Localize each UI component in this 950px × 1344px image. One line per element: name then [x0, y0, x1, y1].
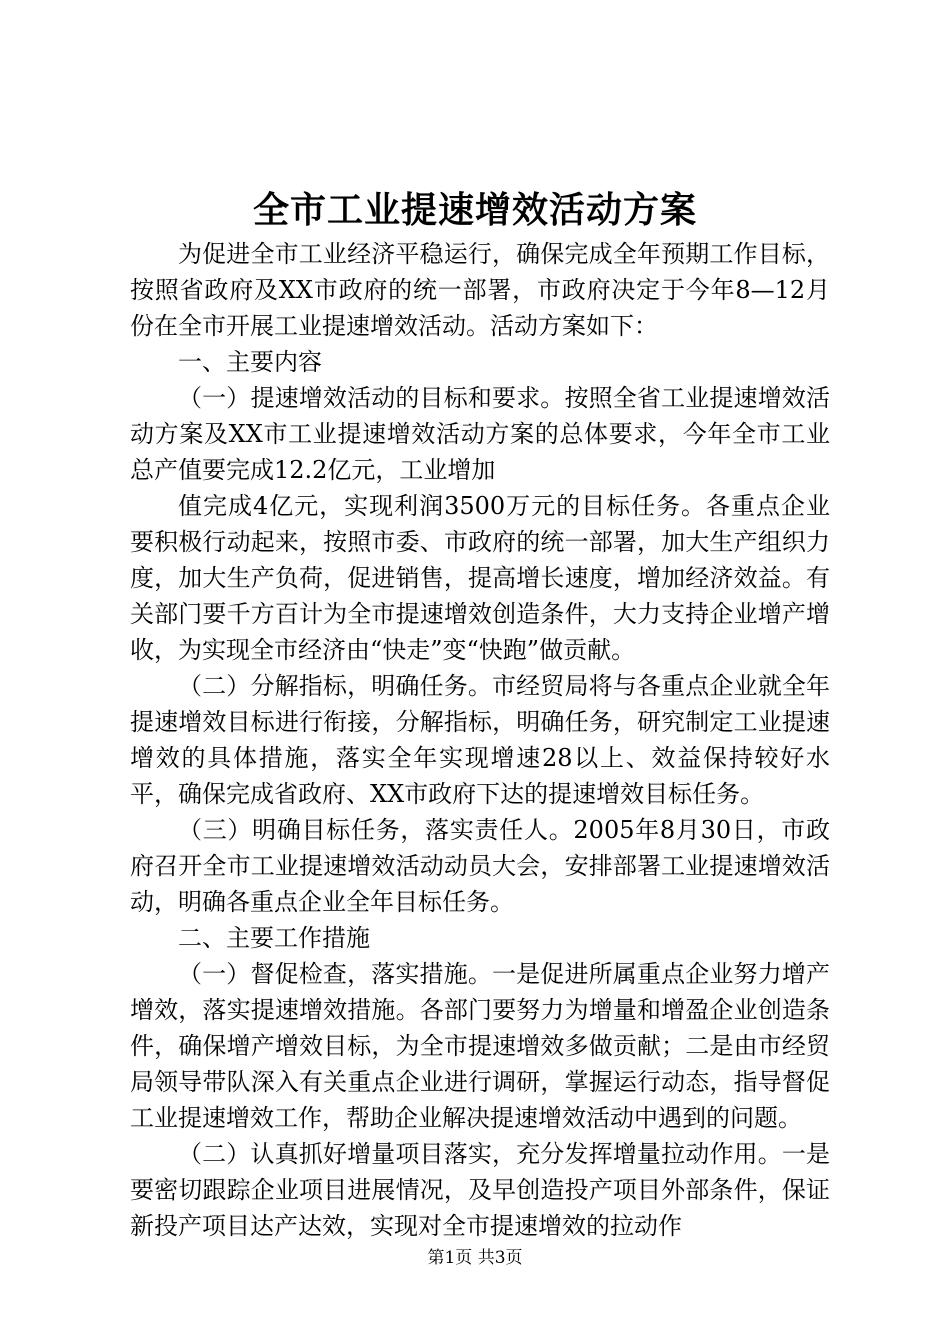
document-body	[130, 236, 830, 1244]
section-heading-measures: 二、主要工作措施	[178, 924, 370, 952]
paragraph-projects: （二）认真抓好增量项目落实，充分发挥增量拉动作用。一是要密切跟踪企业项目进展情况，及早创造投产项目外部条件，保证新投产项目达产达效，实现对全市提速增效的拉动作	[130, 1140, 830, 1240]
document-title: 全市工业提速增效活动方案	[252, 189, 697, 231]
paragraph-responsibility: （三）明确目标任务，落实责任人。2005年8月30日，市政府召开全市工业提速增效活动动员大会，安排部署工业提速增效活动，明确各重点企业全年目标任务。	[130, 816, 830, 916]
paragraph-supervision: （一）督促检查，落实措施。一是促进所属重点企业努力增产增效，落实提速增效措施。各部门要努力为增量和增盈企业创造条件，确保增产增效目标，为全市提速增效多做贡献；二是由市经贸局领导带队深入有关重点企业进行调研，掌握运行动态，指导督促工业提速增效工作，帮助企业解决提速增效活动中遇到的问题。	[130, 960, 830, 1132]
intro-paragraph: 为促进全市工业经济平稳运行，确保完成全年预期工作目标，按照省政府及XX市政府的统一部署，市政府决定于今年8—12月份在全市开展工业提速增效活动。活动方案如下：	[130, 240, 830, 340]
paragraph-goals: （一）提速增效活动的目标和要求。按照全省工业提速增效活动方案及XX市工业提速增效活动方案的总体要求，今年全市工业总产值要完成12.2亿元，工业增加	[130, 384, 830, 484]
paragraph-goals-continued: 值完成4亿元，实现利润3500万元的目标任务。各重点企业要积极行动起来，按照市委、市政府的统一部署，加大生产组织力度，加大生产负荷，促进销售，提高增长速度，增加经济效益。有关部门要千方百计为全市提速增效创造条件，大力支持企业增产增收，为实现全市经济由“快走”变“快跑”做贡献。	[130, 492, 830, 664]
page-footer: 第1页 共3页	[427, 1248, 523, 1268]
section-heading-main-content: 一、主要内容	[178, 348, 322, 376]
paragraph-targets: （二）分解指标，明确任务。市经贸局将与各重点企业就全年提速增效目标进行衔接，分解指标，明确任务，研究制定工业提速增效的具体措施，落实全年实现增速28以上、效益保持较好水平，确保完成省政府、XX市政府下达的提速增效目标任务。	[130, 672, 830, 808]
